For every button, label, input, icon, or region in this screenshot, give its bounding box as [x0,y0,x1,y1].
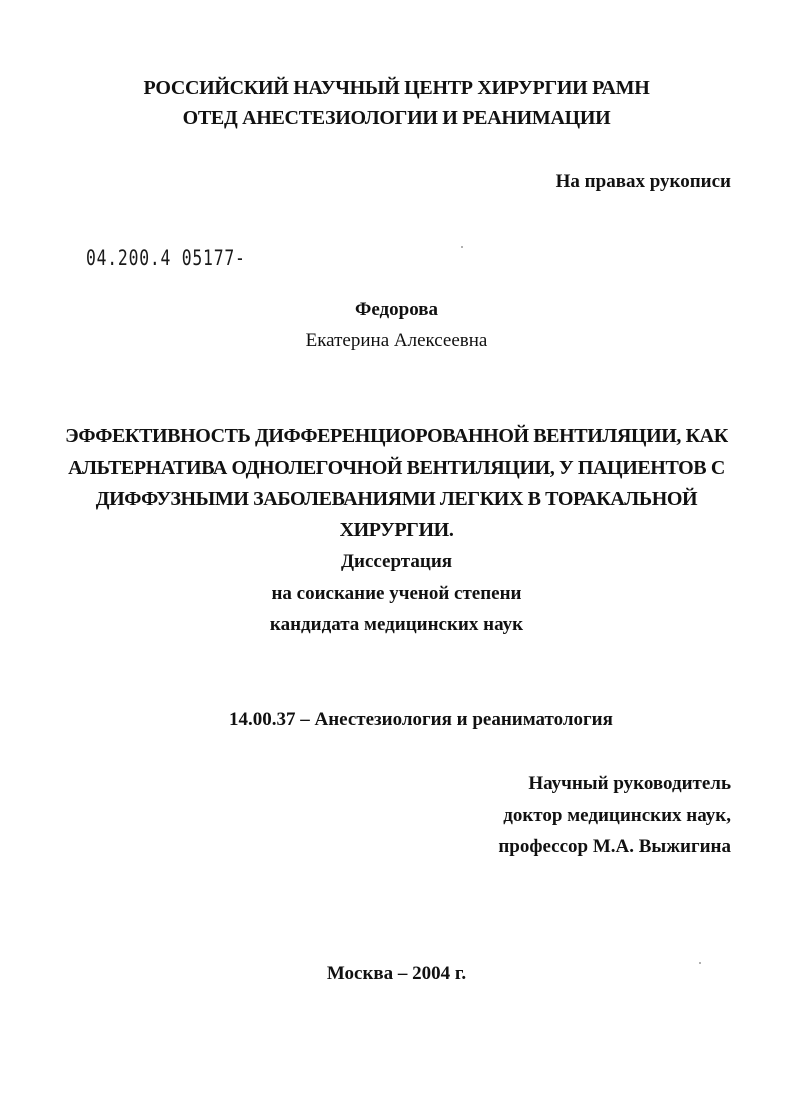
author-given-names: Екатерина Алексеевна [305,330,488,351]
organization-name: РОССИЙСКИЙ НАУЧНЫЙ ЦЕНТР ХИРУРГИИ РАМН [143,77,650,99]
degree-purpose: на соискание ученой степени [271,583,522,604]
author-surname: Федорова [355,299,438,320]
supervisor-name: профессор М.А. Выжигина [498,836,731,857]
title-line: ДИФФУЗНЫМИ ЗАБОЛЕВАНИЯМИ ЛЕГКИХ В ТОРАКАЛЬНОЙ [95,488,698,510]
title-line: АЛЬТЕРНАТИВА ОДНОЛЕГОЧНОЙ ВЕНТИЛЯЦИИ, У ПАЦИЕНТОВ С [68,457,725,479]
title-line: ЭФФЕКТИВНОСТЬ ДИФФЕРЕНЦИОРОВАННОЙ ВЕНТИЛЯЦИИ, КАК [65,425,728,447]
place-and-year: Москва – 2004 г. [326,963,467,984]
rights-note: На правах рукописи [555,171,731,192]
degree-name: кандидата медицинских наук [269,614,524,635]
work-type: Диссертация [340,551,453,572]
specialty-code: 14.00.37 – Анестезиология и реаниматология [229,709,613,730]
supervisor-role: Научный руководитель [528,773,731,794]
title-line: ХИРУРГИИ. [339,519,454,541]
department-name: ОТЕД АНЕСТЕЗИОЛОГИИ И РЕАНИМАЦИИ [182,107,611,129]
scan-speck [461,246,463,248]
supervisor-degree: доктор медицинских наук, [503,805,731,826]
scan-speck [699,962,701,964]
registration-stamp-number: 04.200.4 05177- [86,246,246,270]
